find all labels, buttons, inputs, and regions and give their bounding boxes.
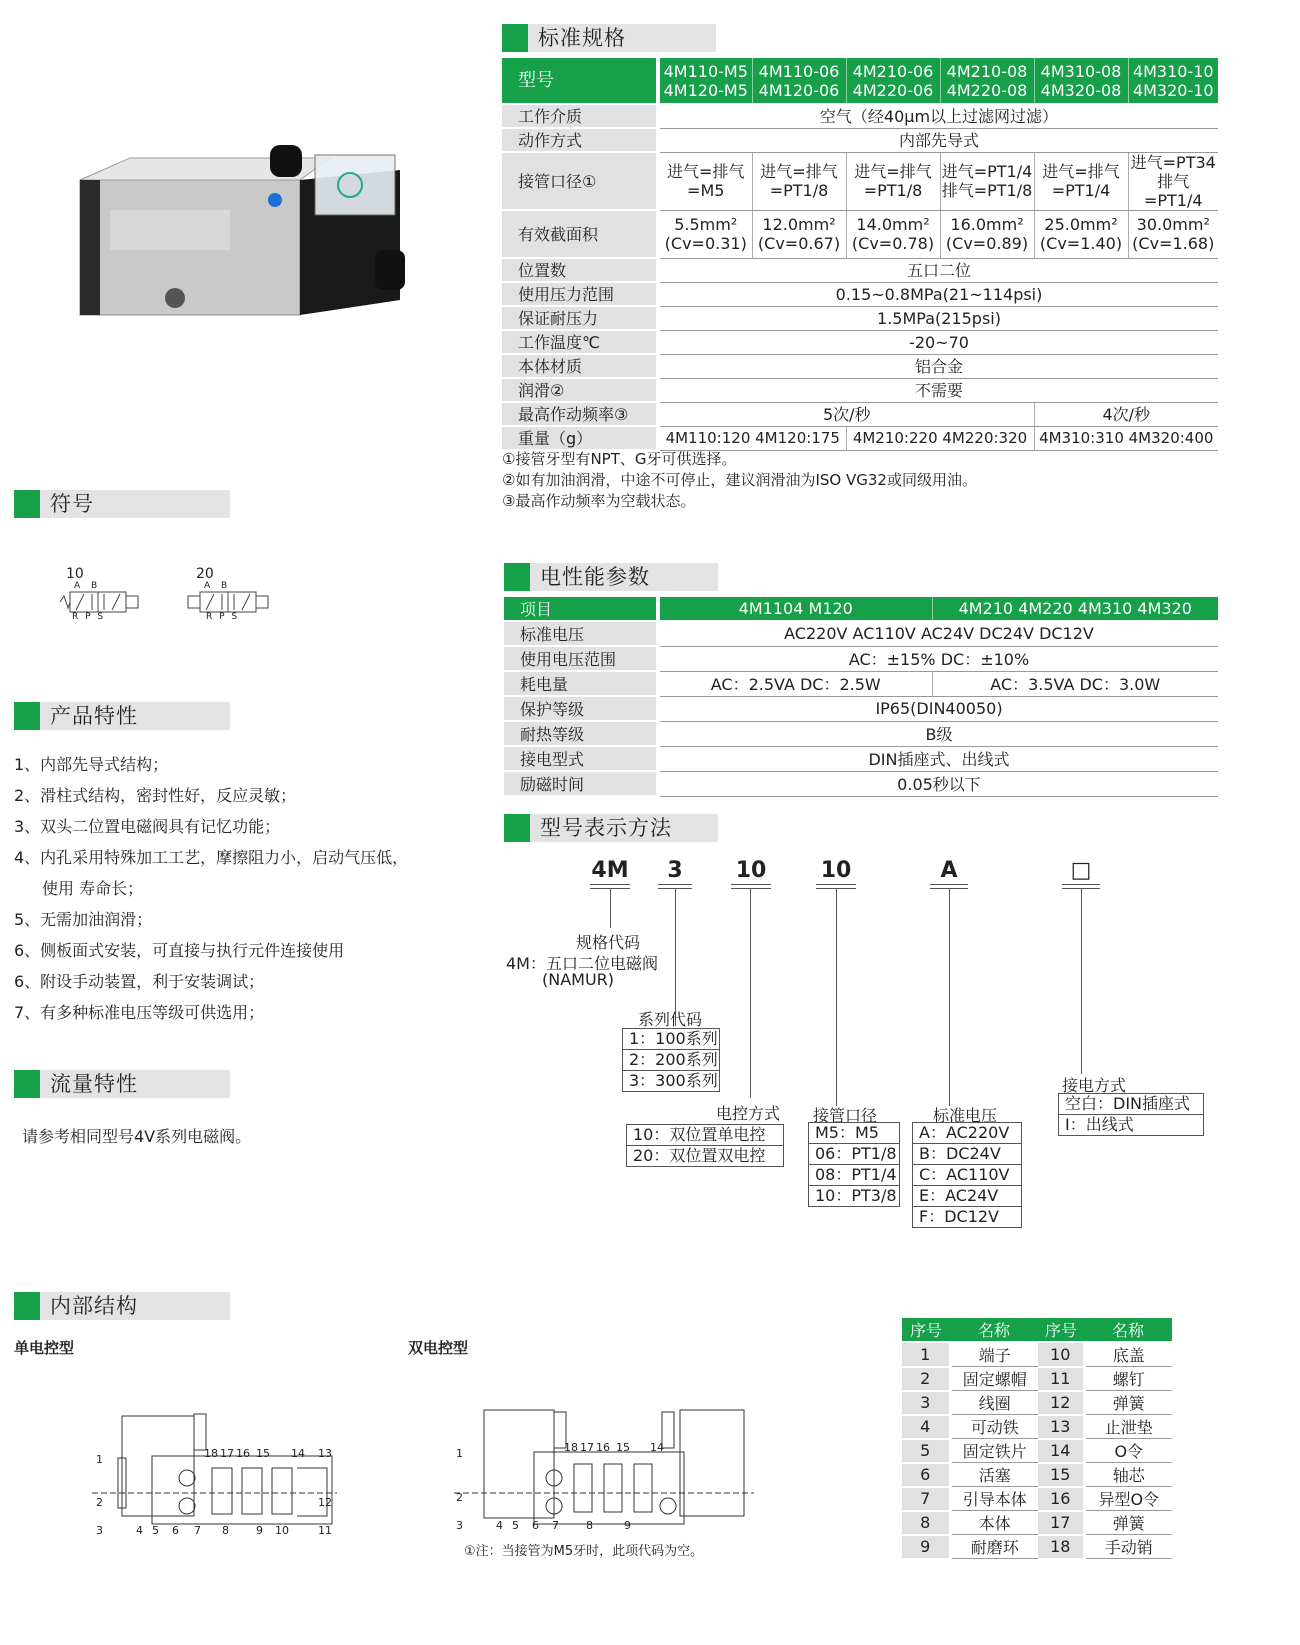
code-wiring: □ (1070, 858, 1092, 883)
product-photo (70, 140, 420, 320)
table-row: 1 端子 10 底盖 (902, 1342, 1172, 1367)
list-item: 4、内孔采用特殊加工工艺，摩擦阻力小，启动气压低， (14, 848, 409, 867)
section-header-symbol: 符号 (14, 490, 230, 518)
list-item: 6、附设手动装置，利于安装调试； (14, 972, 265, 991)
control-codes: 10：双位置单电控 20：双位置双电控 (626, 1124, 784, 1167)
section-header-structure: 内部结构 (14, 1292, 230, 1320)
single-control-label: 单电控型 (14, 1339, 75, 1357)
table-row: 6 活塞 15 轴芯 (902, 1463, 1172, 1487)
table-row: 5 固定铁片 14 O令 (902, 1439, 1172, 1463)
table-row: 3 线圈 12 弹簧 (902, 1391, 1172, 1415)
list-item: 6、侧板面式安装，可直接与执行元件连接使用 (14, 941, 345, 960)
single-control-diagram (92, 1408, 342, 1540)
wiring-codes: 空白：DIN插座式 I：出线式 (1058, 1093, 1204, 1136)
list-item: 使用 寿命长； (42, 879, 144, 898)
list-item: 1、内部先导式结构； (14, 755, 169, 774)
code-series: 3 (667, 858, 683, 883)
code-voltage: A (940, 858, 958, 883)
section-header-flow: 流量特性 (14, 1070, 230, 1098)
spec-notes: ①接管牙型有NPT、G牙可供选择。 ②如有加油润滑，中途不可停止，建议润滑油为ISO VG32或同级用油。 ③最高作动频率为空载状态。 (502, 450, 977, 510)
voltage-codes: A：AC220V B：DC24V C：AC110V E：AC24V F：DC12V (912, 1122, 1022, 1228)
valve-symbol-diagram (58, 590, 278, 614)
parts-table: 序号 名称 序号 名称 1 端子 10 底盖 2 固定螺帽 11 螺钉 3 线圈 12 弹簧 4 可动铁 13 止泄垫 5 固定铁片 14 O令 6 活塞 15 轴芯 7 引导本体 16 异型O令 8 本体 17 弹簧 9 耐磨环 18 手动销 (902, 1318, 1172, 1560)
spec-table: 型号 4M110-M5 4M120-M5 4M110-06 4M120-06 4M210-06 4M220-06 4M210-08 4M220-08 4M310-08 4M320-08 4M310-10 4M320-10 工作介质 空气（经40μm以上过滤网过滤） 动作方式 内部先导式 接管口径① 进气=排气 =M5 进气=排气 =PT1/8 进气=排气 =PT1/8 进气=PT1/4 排气=PT1/8 进气=排气 =PT1/4 进气=PT34 排气=PT1/4 有效截面积 5.5mm² (Cv=0.31) 12.0mm² (Cv=0.67) 14.0mm² (Cv=0.78) 16.0mm² (Cv=0.89) 25.0mm² (Cv=1.40) 30.0mm² (Cv=1.68) 位置数 五口二位 使用压力范围 0.15~0.8MPa(21~114psi) 保证耐压力 1.5MPa(215psi) 工作温度℃ -20~70 本体材质 铝合金 润滑② 不需要 最高作动频率③ 5次/秒 4次/秒 重量（g） 4M110:120 4M120:175 4M210:220 4M220:320 4M310:310 4M320:400 (502, 58, 1218, 451)
code-control: 10 (735, 858, 767, 883)
section-header-features: 产品特性 (14, 702, 230, 730)
list-item: 7、有多种标准电压等级可供选用； (14, 1003, 265, 1022)
list-item: 2、滑柱式结构，密封性好，反应灵敏； (14, 786, 297, 805)
series-codes: 1：100系列 2：200系列 3：300系列 (622, 1028, 720, 1092)
code-4m: 4M (591, 858, 629, 883)
table-row: 8 本体 17 弹簧 (902, 1511, 1172, 1535)
port-codes: M5：M5 06：PT1/8 08：PT1/4 10：PT3/8 (808, 1122, 900, 1207)
table-row: 4 可动铁 13 止泄垫 (902, 1415, 1172, 1439)
double-control-label: 双电控型 (408, 1339, 469, 1357)
list-item: 5、无需加油润滑； (14, 910, 153, 929)
feature-list (14, 749, 408, 1028)
electric-table: 项目 4M1104 M120 4M210 4M220 4M310 4M320 标准电压 AC220V AC110V AC24V DC24V DC12V 使用电压范围 AC：±15% DC：±10% 耗电量 AC：2.5VA DC：2.5W AC：3.5VA DC：3.0W 保护等级 IP65(DIN40050) 耐热等级 B级 接电型式 DIN插座式、出线式 励磁时间 0.05秒以下 (504, 597, 1218, 797)
flow-text: 请参考相同型号4V系列电磁阀。 (22, 1127, 252, 1146)
code-port: 10 (820, 858, 852, 883)
section-header-electric: 电性能参数 (504, 563, 718, 591)
table-row: 7 引导本体 16 异型O令 (902, 1487, 1172, 1511)
structure-footnote: ①注：当接管为M5牙时，此项代码为空。 (464, 1544, 704, 1559)
section-header-model-code: 型号表示方法 (504, 814, 718, 842)
section-header-spec: 标准规格 (502, 24, 716, 52)
table-row: 9 耐磨环 18 手动销 (902, 1535, 1172, 1559)
symbol-10-label: 10 (66, 566, 84, 582)
symbol-20-label: 20 (196, 566, 214, 582)
table-row: 2 固定螺帽 11 螺钉 (902, 1367, 1172, 1391)
list-item: 3、双头二位置电磁阀具有记忆功能； (14, 817, 281, 836)
